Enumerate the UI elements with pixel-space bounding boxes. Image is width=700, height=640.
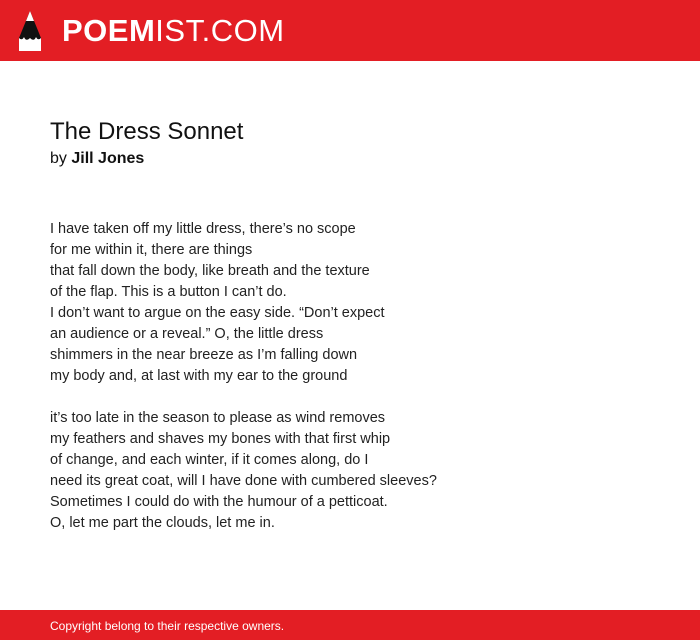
poem-line: I don’t want to argue on the easy side. “Don’t expect [50,305,385,321]
by-label: by [50,150,67,167]
poem-stanza [50,219,670,387]
poem-line: my feathers and shaves my bones with that first whip [50,431,391,447]
logo-text-bold: POEM [62,13,156,48]
site-footer [0,610,700,640]
poem-line: I have taken off my little dress, there’s no scope [50,221,356,237]
poem-title: The Dress Sonnet [50,118,244,145]
site-header [0,0,700,61]
poem-line: of the flap. This is a button I can’t do. [50,284,287,300]
copyright-notice: Copyright belong to their respective owners. [50,619,285,633]
poem-line: Sometimes I could do with the humour of a petticoat. [50,494,388,510]
poem-line: need its great coat, will I have done with cumbered sleeves? [50,473,437,489]
poem-author-link[interactable]: Jill Jones [71,150,145,167]
poem-line: O, let me part the clouds, let me in. [50,515,275,531]
logo-text-light: IST.COM [155,13,285,48]
poem-line: for me within it, there are things [50,242,253,258]
poem-line: my body and, at last with my ear to the ground [50,368,348,384]
poem-line: shimmers in the near breeze as I’m falling down [50,347,358,363]
site-logo[interactable] [62,13,285,49]
poem-line: that fall down the body, like breath and the texture [50,263,370,279]
poem-byline [50,149,144,169]
poem-line: it’s too late in the season to please as wind removes [50,410,386,426]
pencil-tip-icon[interactable] [18,10,42,52]
poem-line: of change, and each winter, if it comes along, do I [50,452,369,468]
poem-line: an audience or a reveal.” O, the little dress [50,326,324,342]
poem-body [50,219,670,555]
poem-stanza [50,408,670,534]
